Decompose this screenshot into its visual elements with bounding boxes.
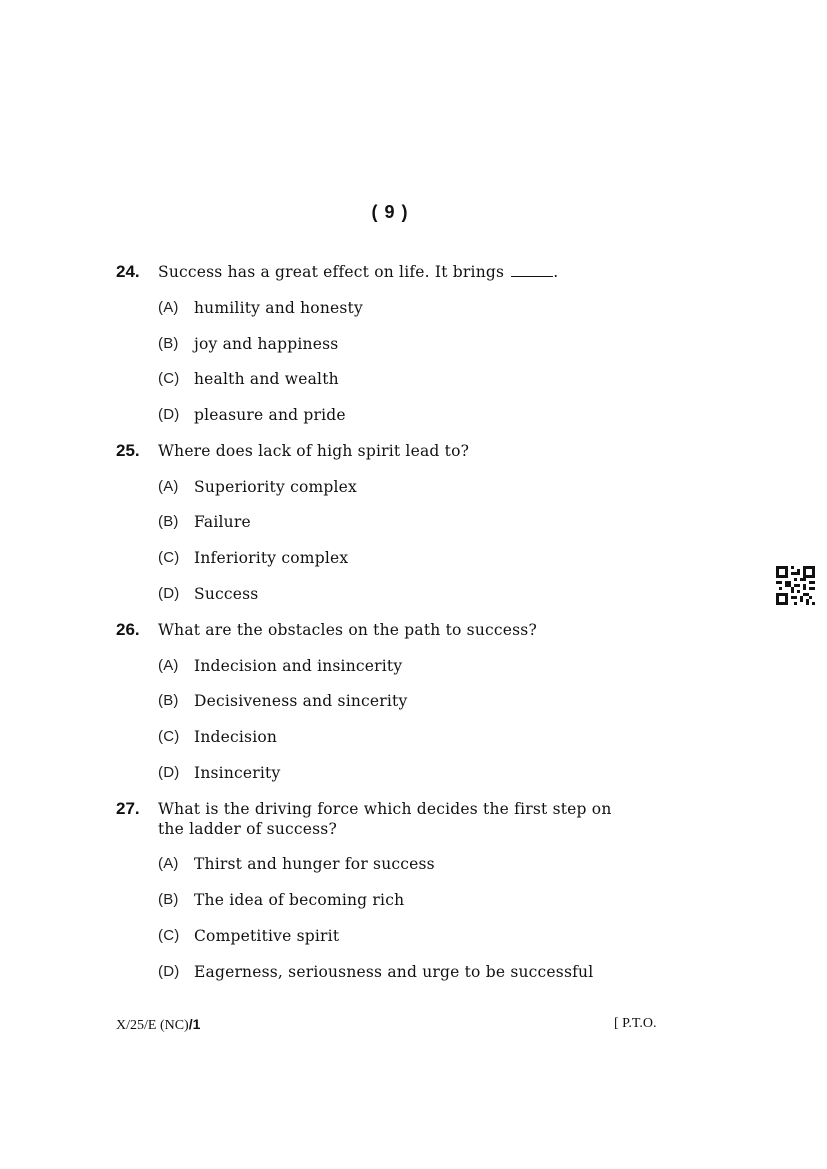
- option-letter: (C): [158, 549, 180, 566]
- answer-blank: [511, 263, 553, 277]
- option-letter: (A): [158, 657, 179, 674]
- option-24-d: [158, 405, 346, 425]
- question-number: 25.: [116, 441, 140, 460]
- option-text: Thirst and hunger for success: [194, 855, 435, 873]
- option-24-a: [158, 298, 363, 318]
- option-text: Failure: [194, 513, 251, 531]
- option-letter: (C): [158, 370, 180, 387]
- option-text: Indecision and insincerity: [194, 657, 403, 675]
- option-letter: (D): [158, 963, 180, 980]
- option-letter: (D): [158, 585, 180, 602]
- question-26: [116, 620, 676, 640]
- option-letter: (B): [158, 891, 179, 908]
- question-number: 27.: [116, 799, 140, 818]
- question-text: Success has a great effect on life. It brings .: [158, 263, 559, 281]
- paper-code: X/25/E (NC)/1: [116, 1016, 201, 1033]
- pto-label: [ P.T.O.: [614, 1016, 657, 1031]
- question-24: [116, 262, 676, 282]
- question-25: [116, 441, 676, 461]
- option-26-a: [158, 656, 402, 676]
- question-27: [116, 799, 676, 839]
- option-text: Decisiveness and sincerity: [194, 692, 408, 710]
- option-letter: (A): [158, 299, 179, 316]
- option-27-d: [158, 962, 593, 982]
- option-text: health and wealth: [194, 370, 339, 388]
- option-text: Success: [194, 585, 259, 603]
- option-letter: (C): [158, 927, 180, 944]
- option-text: The idea of becoming rich: [194, 891, 405, 909]
- option-text: Superiority complex: [194, 478, 357, 496]
- option-27-a: [158, 854, 435, 874]
- option-letter: (D): [158, 406, 180, 423]
- option-letter: (B): [158, 335, 179, 352]
- question-number: 26.: [116, 620, 140, 639]
- option-24-b: [158, 334, 338, 354]
- option-letter: (A): [158, 855, 179, 872]
- option-letter: (C): [158, 728, 180, 745]
- option-text: Competitive spirit: [194, 927, 340, 945]
- option-27-c: [158, 926, 339, 946]
- qr-code-icon: [776, 566, 815, 605]
- option-text: Insincerity: [194, 764, 281, 782]
- option-24-c: [158, 369, 339, 389]
- question-text: [158, 799, 612, 839]
- option-letter: (A): [158, 478, 179, 495]
- option-26-c: [158, 727, 277, 747]
- question-text-line-2: the ladder of success?: [158, 820, 337, 838]
- option-25-b: [158, 512, 251, 532]
- option-25-d: [158, 584, 258, 604]
- question-text: What are the obstacles on the path to success?: [158, 621, 537, 639]
- option-25-a: [158, 477, 357, 497]
- option-text: humility and honesty: [194, 299, 363, 317]
- page-number: ( 9 ): [371, 202, 409, 222]
- option-letter: (B): [158, 692, 179, 709]
- option-26-d: [158, 763, 280, 783]
- option-text: Indecision: [194, 728, 278, 746]
- option-text: pleasure and pride: [194, 406, 346, 424]
- option-letter: (B): [158, 513, 179, 530]
- option-letter: (D): [158, 764, 180, 781]
- option-text: Inferiority complex: [194, 549, 349, 567]
- option-26-b: [158, 691, 407, 711]
- question-text-line-1: What is the driving force which decides the first step on: [158, 800, 612, 818]
- question-number: 24.: [116, 262, 140, 281]
- option-25-c: [158, 548, 348, 568]
- option-27-b: [158, 890, 404, 910]
- option-text: joy and happiness: [194, 335, 339, 353]
- question-text: Where does lack of high spirit lead to?: [158, 442, 470, 460]
- option-text: Eagerness, seriousness and urge to be successful: [194, 963, 594, 981]
